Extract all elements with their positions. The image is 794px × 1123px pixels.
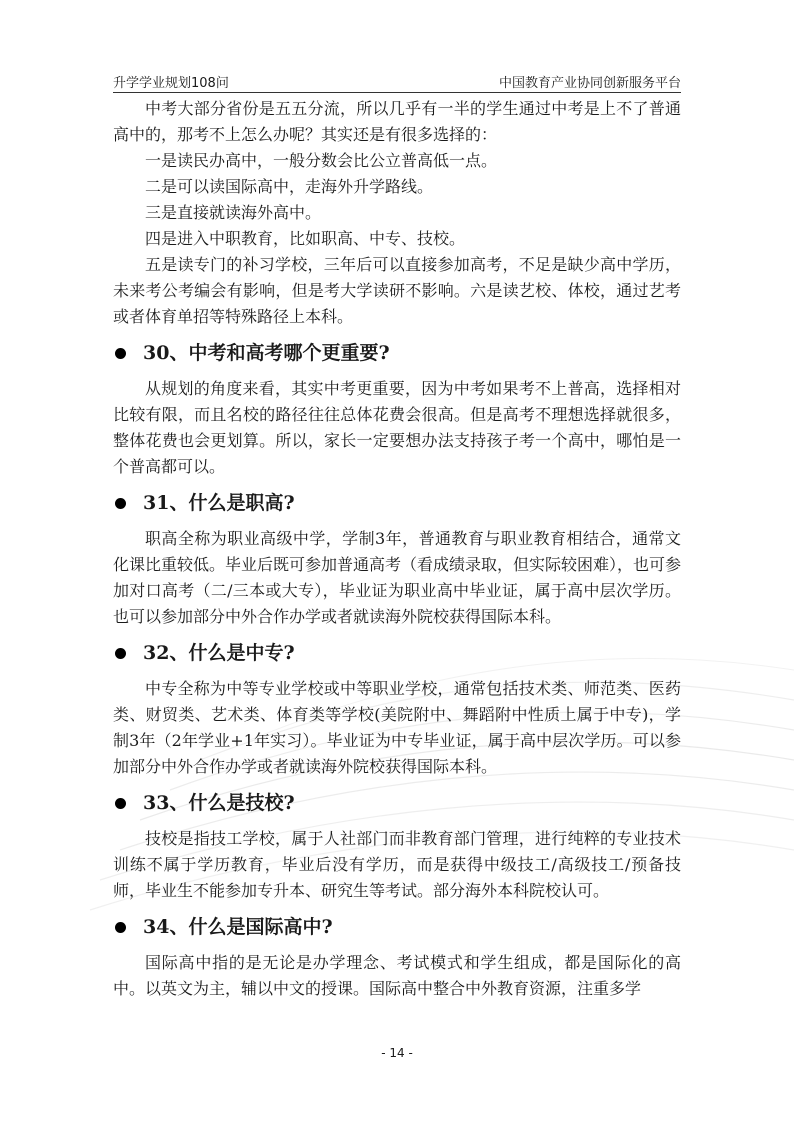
bullet-icon xyxy=(115,798,126,809)
section-title: 33、什么是技校? xyxy=(143,792,295,814)
intro-paragraph: 五是读专门的补习学校，三年后可以直接参加高考，不足是缺少高中学历，未来考公考编会有影响，但是考大学读研不影响。六是读艺校、体校，通过艺考或者体育单招等特殊路径上本科。 xyxy=(113,255,681,326)
intro-paragraph: 二是可以读国际高中，走海外升学路线。 xyxy=(145,177,434,196)
section-body: 职高全称为职业高级中学，学制3年，普通教育与职业教育相结合，通常文化课比重较低。毕业后既可参加普通高考（看成绩录取，但实际较困难），也可参加对口高考（二/三本或大专），毕业证为职业高中毕业证，属于高中层次学历。也可以参加部分中外合作办学或者就读海外院校获得国际本科。 xyxy=(113,529,682,626)
section-title: 32、什么是中专? xyxy=(143,642,295,664)
section-heading-31 xyxy=(113,486,681,520)
section-heading-32 xyxy=(113,636,681,670)
section-body: 技校是指技工学校，属于人社部门而非教育部门管理，进行纯粹的专业技术训练不属于学历教育，毕业后没有学历，而是获得中级技工/高级技工/预备技师，毕业生不能参加专升本、研究生等考试。部分海外本科院校认可。 xyxy=(113,829,681,900)
intro-paragraph: 一是读民办高中，一般分数会比公立普高低一点。 xyxy=(145,151,498,170)
bullet-icon xyxy=(115,922,126,933)
section-title: 31、什么是职高? xyxy=(143,492,295,514)
intro-paragraph: 三是直接就读海外高中。 xyxy=(145,203,322,222)
section-heading-33 xyxy=(113,786,681,820)
section-heading-34 xyxy=(113,910,681,944)
page-header xyxy=(113,72,681,93)
bullet-icon xyxy=(115,498,126,509)
section-heading-30 xyxy=(113,336,681,370)
section-body: 中专全称为中等专业学校或中等职业学校，通常包括技术类、师范类、医药类、财贸类、艺术类、体育类等学校(美院附中、舞蹈附中性质上属于中专)，学制3年（2年学业+1年实习）。毕业证为中专毕业证，属于高中层次学历。可以参加部分中外合作办学或者就读海外院校获得国际本科。 xyxy=(113,679,681,776)
section-body: 国际高中指的是无论是办学理念、考试模式和学生组成，都是国际化的高中。以英文为主，辅以中文的授课。国际高中整合中外教育资源，注重多学 xyxy=(113,953,681,998)
intro-paragraph: 四是进入中职教育，比如职高、中专、技校。 xyxy=(145,229,466,248)
intro-paragraph: 中考大部分省份是五五分流，所以几乎有一半的学生通过中考是上不了普通高中的，那考不上怎么办呢？其实还是有很多选择的： xyxy=(113,99,681,144)
bullet-icon xyxy=(115,648,126,659)
section-title: 34、什么是国际高中? xyxy=(143,916,333,938)
header-doc-title: 升学学业规划108问 xyxy=(113,76,229,91)
page-content xyxy=(113,96,681,1002)
page-number: - 14 - xyxy=(381,1046,413,1060)
header-organization: 中国教育产业协同创新服务平台 xyxy=(498,76,681,91)
bullet-icon xyxy=(115,348,126,359)
section-body: 从规划的角度来看，其实中考更重要，因为中考如果考不上普高，选择相对比较有限，而且名校的路径往往总体花费会很高。但是高考不理想选择就很多，整体花费也会更划算。所以，家长一定要想办法支持孩子考一个高中，哪怕是一个普高都可以。 xyxy=(113,379,681,476)
section-title: 30、中考和高考哪个更重要? xyxy=(143,342,390,364)
